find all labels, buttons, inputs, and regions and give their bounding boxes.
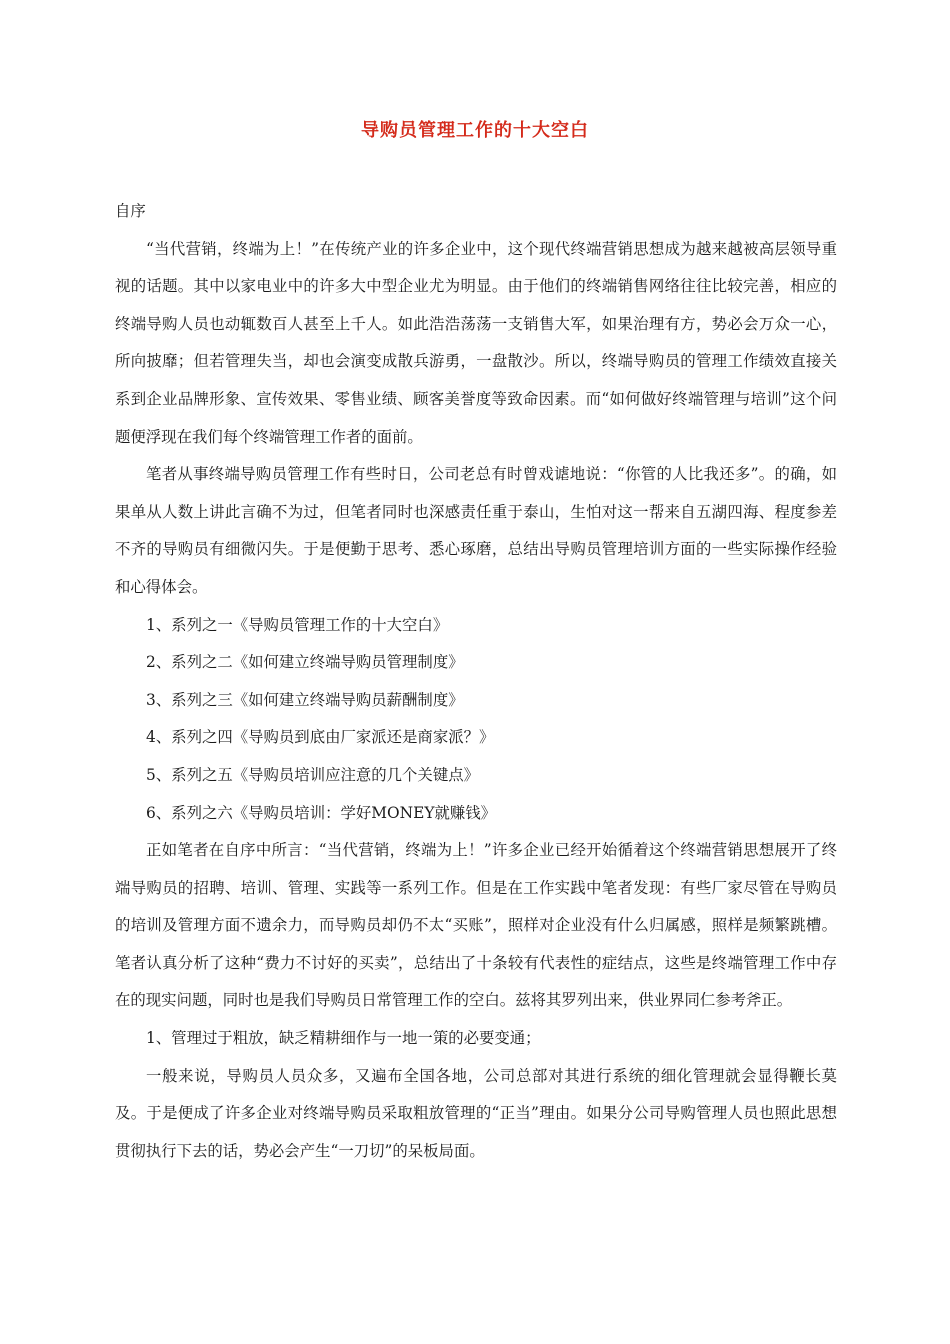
document-title: 导购员管理工作的十大空白 (361, 120, 589, 141)
series-item: 2、系列之二《如何建立终端导购员管理制度》 (146, 653, 464, 672)
series-item: 4、系列之四《导购员到底由厂家派还是商家派？》 (146, 728, 495, 747)
paragraph: “当代营销，终端为上！”在传统产业的许多企业中，这个现代终端营销思想成为越来越被高层领导重视的话题。其中以家电业中的许多大中型企业尤为明显。由于他们的终端销售网络往往比较完善，相应的终端导购人员也动辄数百人甚至上千人。如此浩浩荡荡一支销售大军，如果治理有方，势必会万众一心，所向披靡；但若管理失当，却也会演变成散兵游勇，一盘散沙。所以，终端导购员的管理工作绩效直接关系到企业品牌形象、宣传效果、零售业绩、顾客美誉度等致命因素。而“如何做好终端管理与培训”这个问题便浮现在我们每个终端管理工作者的面前。 (115, 239, 837, 446)
document-body (115, 193, 837, 1170)
series-item: 3、系列之三《如何建立终端导购员薪酬制度》 (146, 690, 464, 709)
series-item: 6、系列之六《导购员培训：学好MONEY就赚钱》 (146, 803, 497, 822)
section-heading: 1、管理过于粗放，缺乏精耕细作与一地一策的必要变通； (146, 1029, 541, 1048)
paragraph: 正如笔者在自序中所言：“当代营销，终端为上！”许多企业已经开始循着这个终端营销思想展开了终端导购员的招聘、培训、管理、实践等一系列工作。但是在工作实践中笔者发现：有些厂家尽管在导购员的培训及管理方面不遗余力，而导购员却仍不太“买账”，照样对企业没有什么归属感，照样是频繁跳槽。笔者认真分析了这种“费力不讨好的买卖”，总结出了十条较有代表性的症结点，这些是终端管理工作中存在的现实问题，同时也是我们导购员日常管理工作的空白。兹将其罗列出来，供业界同仁参考斧正。 (115, 841, 837, 1010)
preface-heading: 自序 (115, 202, 146, 220)
paragraph: 笔者从事终端导购员管理工作有些时日，公司老总有时曾戏谑地说：“你管的人比我还多”。的确，如果单从人数上讲此言确不为过，但笔者同时也深感责任重于泰山，生怕对这一帮来自五湖四海、程度参差不齐的导购员有细微闪失。于是便勤于思考、悉心琢磨，总结出导购员管理培训方面的一些实际操作经验和心得体会。 (115, 465, 837, 596)
series-item: 1、系列之一《导购员管理工作的十大空白》 (146, 615, 449, 634)
paragraph: 一般来说，导购员人员众多，又遍布全国各地，公司总部对其进行系统的细化管理就会显得鞭长莫及。于是便成了许多企业对终端导购员采取粗放管理的“正当”理由。如果分公司导购管理人员也照此思想贯彻执行下去的话，势必会产生“一刀切”的呆板局面。 (115, 1066, 837, 1160)
series-item: 5、系列之五《导购员培训应注意的几个关键点》 (146, 765, 479, 784)
